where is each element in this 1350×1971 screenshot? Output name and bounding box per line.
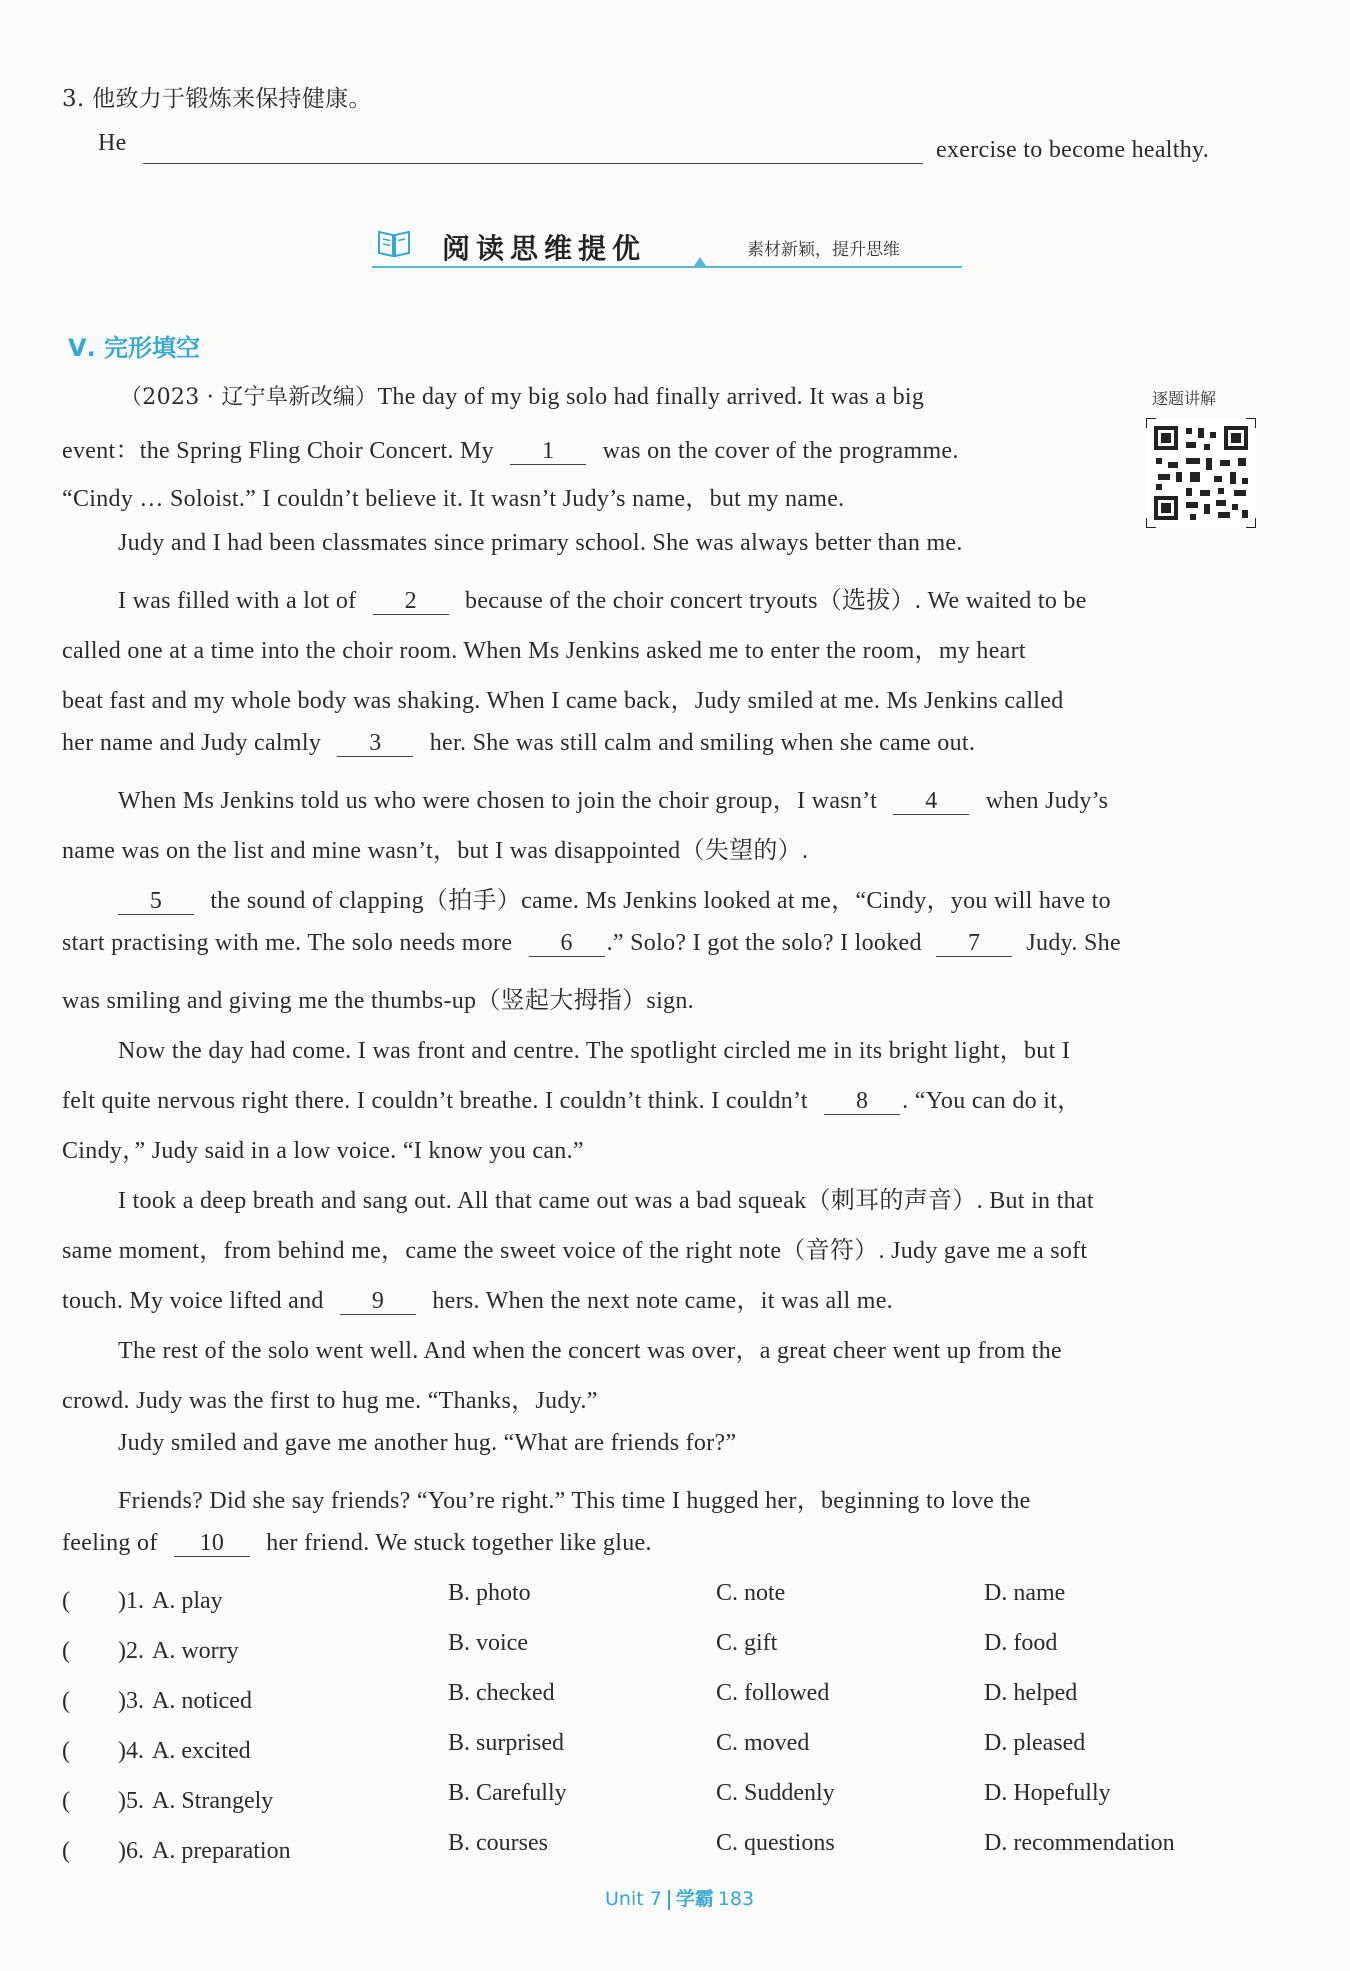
option-b[interactable]: B. voice — [448, 1630, 528, 1656]
footer-brand: 学霸 — [675, 1888, 714, 1910]
option-c[interactable]: C. note — [716, 1580, 786, 1606]
answer-bracket[interactable]: ( )4. — [62, 1738, 144, 1764]
passage-line: feeling of 10 her friend. We stuck together like glue. — [62, 1530, 652, 1556]
passage-line: beat fast and my whole body was shaking. When I came back，Judy smiled at me. Ms Jenkins called — [62, 688, 1064, 714]
question-row — [62, 1580, 223, 1615]
answer-bracket[interactable]: ( )5. — [62, 1788, 144, 1814]
passage-line: event：the Spring Fling Choir Concert. My 1 was on the cover of the programme. — [62, 438, 959, 464]
band-triangle — [694, 257, 706, 266]
passage-line: start practising with me. The solo needs more 6 .” Solo? I got the solo? I looked 7 Judy. She — [62, 930, 1121, 956]
passage-line: Judy smiled and gave me another hug. “What are friends for?” — [118, 1430, 737, 1456]
passage-line: was smiling and giving me the thumbs-up（竖起大拇指）sign. — [62, 988, 694, 1014]
option-d[interactable]: D. Hopefully — [984, 1780, 1111, 1806]
passage-line: 5 the sound of clapping（拍手）came. Ms Jenkins looked at me，“Cindy，you will have to — [118, 880, 1111, 915]
passage-line: crowd. Judy was the first to hug me. “Thanks，Judy.” — [62, 1388, 598, 1414]
blank-10[interactable]: 10 — [174, 1530, 250, 1557]
option-b[interactable]: B. courses — [448, 1830, 548, 1856]
section-heading: Ⅴ. 完形填空 — [68, 334, 201, 362]
section-band-title: 阅读思维提优 — [442, 232, 647, 265]
option-c[interactable]: C. moved — [716, 1730, 810, 1756]
option-c[interactable]: C. gift — [716, 1630, 778, 1656]
passage-line: her name and Judy calmly 3 her. She was still calm and smiling when she came out. — [62, 730, 976, 756]
footer-divider — [668, 1890, 670, 1910]
section-band-subtitle: 素材新颖，提升思维 — [747, 240, 900, 260]
passage-line: same moment，from behind me，came the sweet voice of the right note（音符）. Judy gave me a soft — [62, 1238, 1088, 1264]
blank-3[interactable]: 3 — [337, 730, 413, 757]
passage-source: （2023 · 辽宁阜新改编） — [120, 385, 378, 410]
option-c[interactable]: C. questions — [716, 1830, 835, 1856]
answer-bracket[interactable]: ( )3. — [62, 1688, 144, 1714]
blank-6[interactable]: 6 — [529, 930, 605, 957]
option-a[interactable]: A. preparation — [151, 1838, 291, 1864]
q3-prompt: 3. 他致力于锻炼来保持健康。 — [62, 86, 372, 112]
footer-page-number: 183 — [717, 1888, 755, 1910]
question-row — [62, 1680, 252, 1715]
passage-line: Now the day had come. I was front and centre. The spotlight circled me in its bright light，but I — [118, 1038, 1071, 1064]
question-row — [62, 1780, 273, 1815]
passage-line: Friends? Did she say friends? “You’re right.” This time I hugged her，beginning to love the — [118, 1488, 1031, 1514]
passage-line: I took a deep breath and sang out. All that came out was a bad squeak（刺耳的声音）. But in that — [118, 1188, 1094, 1214]
footer-unit: Unit 7 — [605, 1888, 662, 1910]
qr-code-icon[interactable] — [1146, 418, 1256, 528]
option-c[interactable]: C. Suddenly — [716, 1780, 835, 1806]
qr-label: 逐题讲解 — [1152, 389, 1217, 408]
answer-bracket[interactable]: ( )2. — [62, 1638, 144, 1664]
passage-line: “Cindy … Soloist.” I couldn’t believe it. It wasn’t Judy’s name，but my name. — [62, 486, 845, 512]
open-book-icon — [376, 227, 412, 259]
passage-line: Judy and I had been classmates since primary school. She was always better than me. — [118, 530, 963, 556]
option-c[interactable]: C. followed — [716, 1680, 830, 1706]
option-a[interactable]: A. play — [151, 1588, 223, 1614]
q3-suffix: exercise to become healthy. — [936, 137, 1210, 163]
option-a[interactable]: A. excited — [151, 1738, 251, 1764]
blank-5[interactable]: 5 — [118, 888, 194, 915]
blank-4[interactable]: 4 — [893, 788, 969, 815]
question-row — [62, 1730, 251, 1765]
blank-2[interactable]: 2 — [373, 588, 449, 615]
option-b[interactable]: B. Carefully — [448, 1780, 567, 1806]
option-b[interactable]: B. checked — [448, 1680, 555, 1706]
answer-bracket[interactable]: ( )1. — [62, 1588, 144, 1614]
page-footer — [605, 1884, 754, 1911]
option-d[interactable]: D. recommendation — [984, 1830, 1175, 1856]
passage-line: name was on the list and mine wasn’t，but I was disappointed（失望的）. — [62, 838, 809, 864]
question-row — [62, 1630, 239, 1665]
option-d[interactable]: D. pleased — [984, 1730, 1086, 1756]
passage-line: called one at a time into the choir room. When Ms Jenkins asked me to enter the room，my heart — [62, 638, 1026, 664]
blank-7[interactable]: 7 — [936, 930, 1012, 957]
band-underline — [372, 266, 962, 268]
reading-section-band — [372, 225, 962, 270]
blank-1[interactable]: 1 — [510, 438, 586, 465]
q3-prefix: He — [98, 130, 127, 156]
passage-line: I was filled with a lot of 2 because of the choir concert tryouts（选拔）. We waited to be — [118, 588, 1087, 614]
question-row — [62, 1830, 291, 1865]
option-d[interactable]: D. name — [984, 1580, 1066, 1606]
blank-8[interactable]: 8 — [824, 1088, 900, 1115]
q3-answer-line[interactable] — [143, 163, 923, 164]
passage-line: The rest of the solo went well. And when the concert was over，a great cheer went up from the — [118, 1338, 1062, 1364]
answer-bracket[interactable]: ( )6. — [62, 1838, 144, 1864]
option-b[interactable]: B. surprised — [448, 1730, 564, 1756]
passage-line: felt quite nervous right there. I couldn’t breathe. I couldn’t think. I couldn’t 8 . “You can do it， — [62, 1088, 1082, 1114]
passage-line: Cindy，” Judy said in a low voice. “I know you can.” — [62, 1138, 584, 1164]
option-b[interactable]: B. photo — [448, 1580, 531, 1606]
option-a[interactable]: A. Strangely — [151, 1788, 274, 1814]
blank-9[interactable]: 9 — [340, 1288, 416, 1315]
option-d[interactable]: D. food — [984, 1630, 1058, 1656]
option-a[interactable]: A. worry — [151, 1638, 239, 1664]
passage-line: （2023 · 辽宁阜新改编）The day of my big solo had finally arrived. It was a big — [120, 384, 925, 410]
option-d[interactable]: D. helped — [984, 1680, 1078, 1706]
option-a[interactable]: A. noticed — [151, 1688, 252, 1714]
passage-line: When Ms Jenkins told us who were chosen to join the choir group，I wasn’t 4 when Judy’s — [118, 788, 1109, 814]
passage-line: touch. My voice lifted and 9 hers. When the next note came，it was all me. — [62, 1288, 893, 1314]
